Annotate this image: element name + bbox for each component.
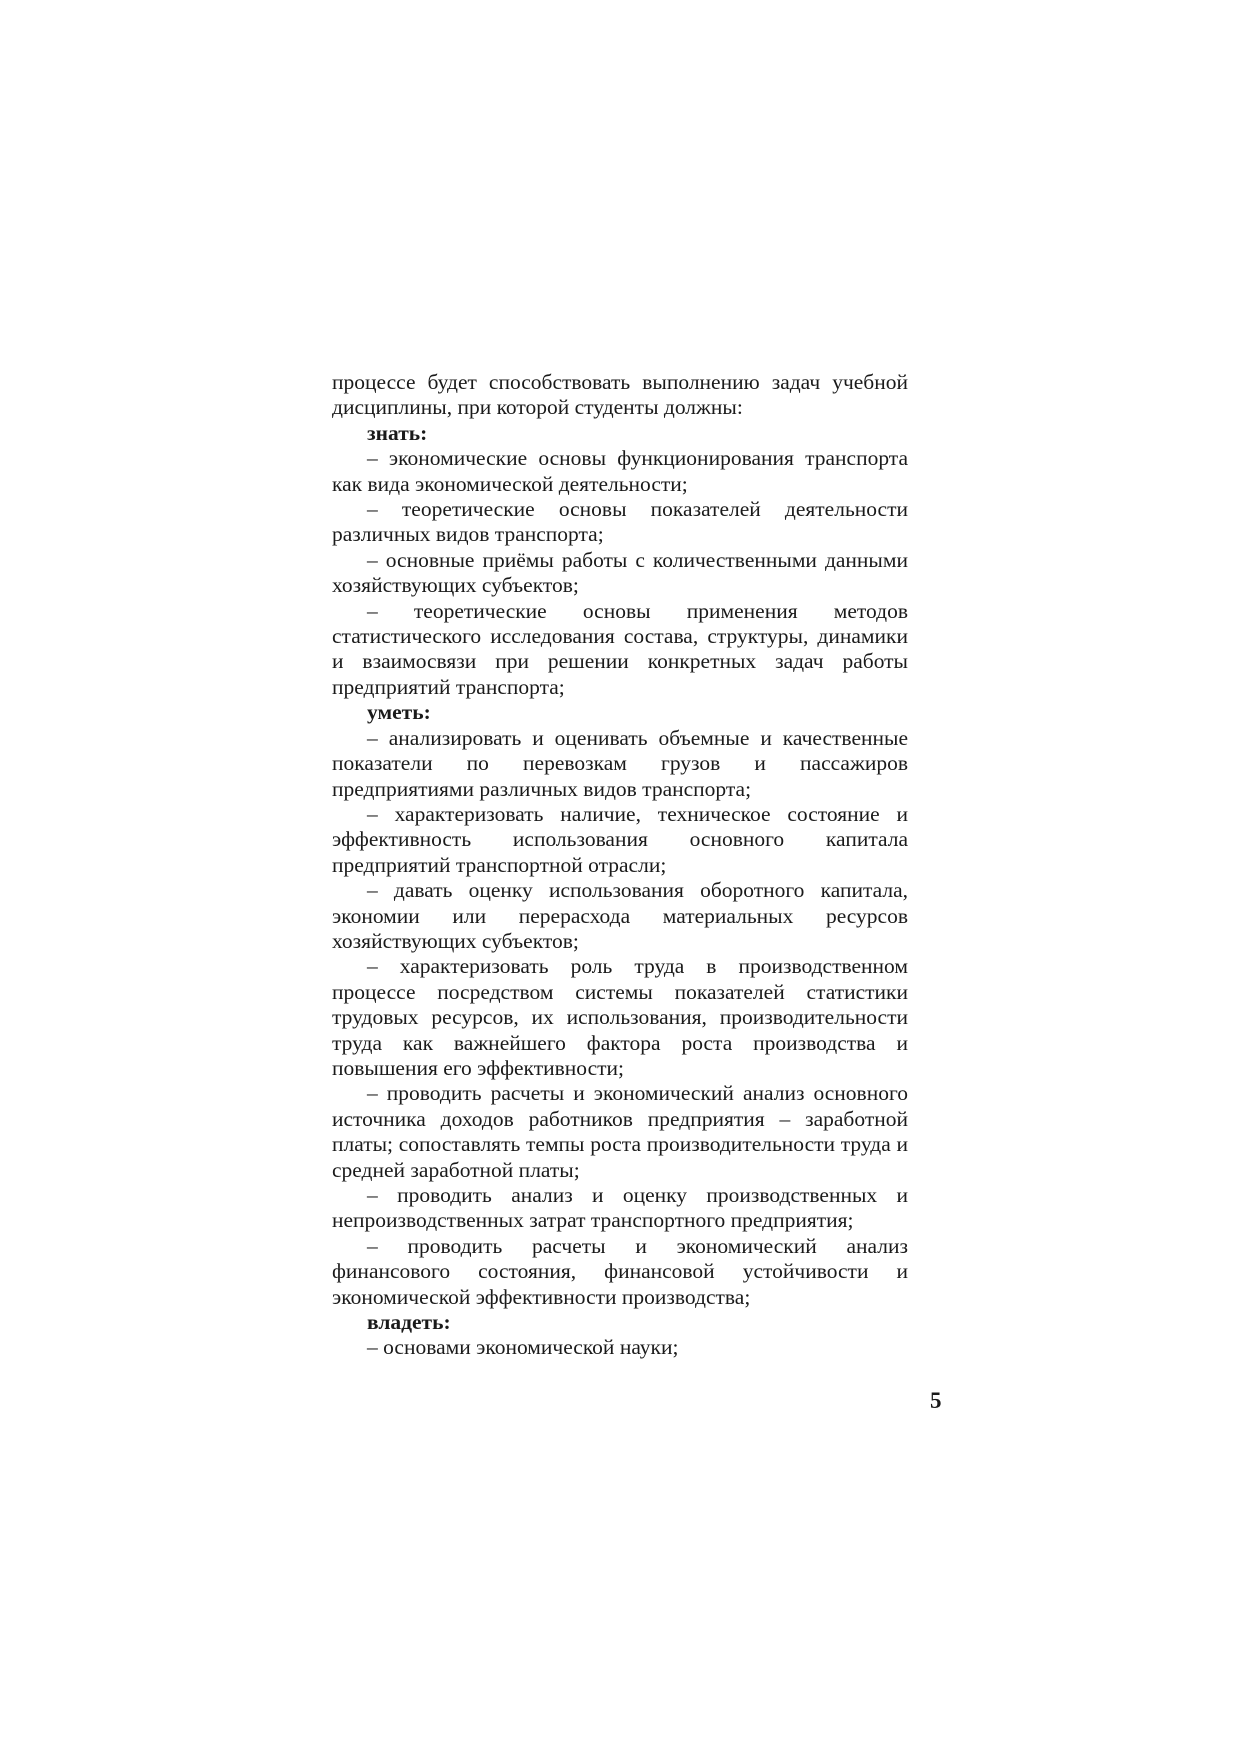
list-item: – характеризовать наличие, техническое состояние и эффективность использования основного капитала предприятий транспортной отрасли; [332,801,908,877]
list-item: – основами экономической науки; [367,1335,679,1360]
section-heading-be-able: уметь: [367,700,431,725]
intro-paragraph: процессе будет способствовать выполнению задач учебной дисциплины, при которой студенты должны: [332,370,908,420]
list-item: – теоретические основы применения методов статистического исследования состава, структуры, динамики и взаимосвязи при решении конкретных задач работы предприятий транспорта; [332,598,908,699]
list-item: – характеризовать роль труда в производственном процессе посредством системы показателей статистики трудовых ресурсов, их использования, производительности труда как важнейшего фактора роста производства и повышения его эффективности; [332,954,908,1080]
list-item: – проводить анализ и оценку производственных и непроизводственных затрат транспортного предприятия; [332,1183,908,1233]
page-number: 5 [930,1388,942,1413]
page-body [332,370,908,1361]
list-item: – проводить расчеты и экономический анализ основного источника доходов работников предприятия – заработной платы; сопоставлять темпы роста производительности труда и средней заработной платы; [332,1081,908,1182]
list-item: – экономические основы функционирования транспорта как вида экономической деятельности; [332,446,908,496]
list-item: – анализировать и оценивать объемные и качественные показатели по перевозкам грузов и пассажиров предприятиями различных видов транспорта; [332,725,908,801]
list-item: – теоретические основы показателей деятельности различных видов транспорта; [332,497,908,547]
list-item: – основные приёмы работы с количественными данными хозяйствующих субъектов; [332,547,908,598]
section-heading-know: знать: [367,420,428,445]
section-heading-master: владеть: [367,1310,451,1335]
list-item: – давать оценку использования оборотного капитала, экономии или перерасхода материальных ресурсов хозяйствующих субъектов; [332,878,908,953]
list-item: – проводить расчеты и экономический анализ финансового состояния, финансовой устойчивости и экономической эффективности производства; [332,1233,908,1309]
